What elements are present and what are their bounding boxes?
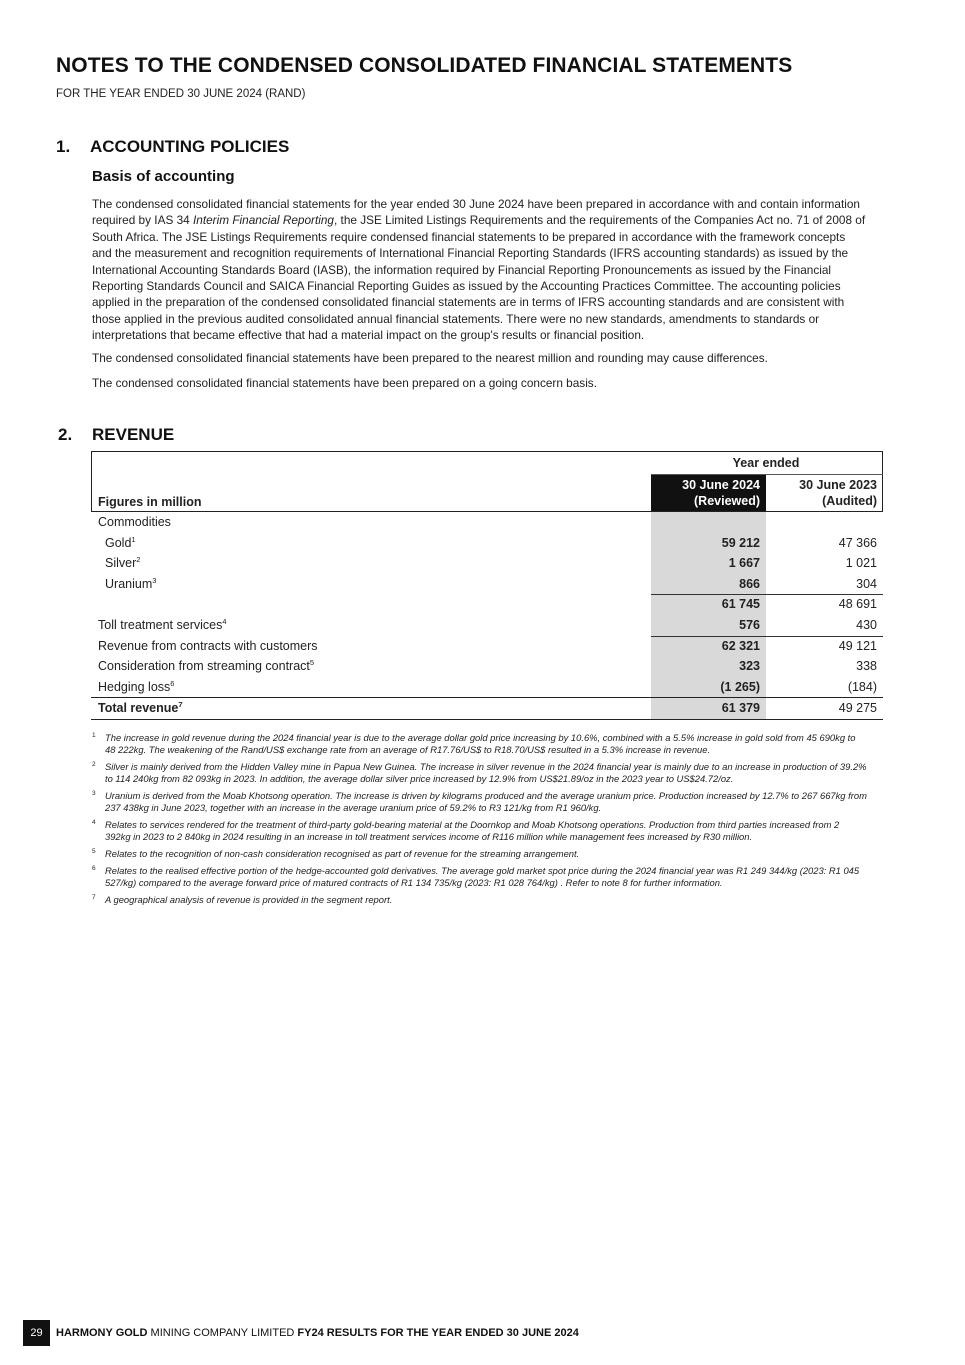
company-name-bold: HARMONY GOLD bbox=[56, 1327, 148, 1339]
footnote-number: 1 bbox=[92, 732, 96, 739]
footnote-6 bbox=[92, 865, 867, 888]
footnote-ref: 6 bbox=[170, 678, 175, 688]
section-heading-accounting-policies bbox=[56, 137, 289, 157]
row-label-text: Gold bbox=[105, 535, 132, 550]
footnote-4 bbox=[92, 819, 867, 842]
footnote-text: The increase in gold revenue during the 2024 financial year is due to the average dollar gold price increasing by 10.6%, combined with a 5.5% increase in gold sold from 45 690kg to 48 222kg. The weakening of the Rand/US$ exchange rate from an average of R17.76/US$ to R18.70/US$ resulted in a 5.3% increase in revenue. bbox=[105, 732, 856, 755]
page-title: NOTES TO THE CONDENSED CONSOLIDATED FINANCIAL STATEMENTS bbox=[56, 54, 793, 77]
value-2024: 1 667 bbox=[728, 556, 760, 571]
value-2023: 1 021 bbox=[845, 556, 877, 571]
footnote-text: Uranium is derived from the Moab Khotsong operation. The increase is driven by kilograms produced and the average uranium price. Production increased by 12.7% to 267 667kg from 237 438kg in June 2023, together with an increase in the average uranium price of 59.2% to R3 121/kg from R1 960/kg. bbox=[105, 790, 867, 813]
value-2024: (1 265) bbox=[720, 679, 760, 694]
footnote-2 bbox=[92, 761, 867, 784]
column-header-date: 30 June 2024 bbox=[682, 478, 760, 492]
row-label bbox=[98, 680, 174, 694]
footnote-7 bbox=[92, 894, 867, 906]
table-row-revenue-contracts bbox=[91, 636, 883, 657]
footnote-3 bbox=[92, 790, 867, 813]
footnote-number: 2 bbox=[92, 761, 96, 768]
revenue-table bbox=[91, 451, 883, 720]
table-row-toll-treatment bbox=[91, 615, 883, 636]
table-row-gold bbox=[91, 533, 883, 554]
row-label-text: Uranium bbox=[105, 576, 153, 591]
footnote-ref: 2 bbox=[136, 555, 141, 565]
footnote-5 bbox=[92, 848, 867, 860]
footer-text bbox=[56, 1327, 579, 1339]
footnote-text: Relates to the recognition of non-cash consideration recognised as part of revenue for the streaming arrangement. bbox=[105, 848, 580, 859]
table-row-uranium bbox=[91, 574, 883, 595]
footnote-number: 4 bbox=[92, 819, 96, 826]
value-2024: 61 745 bbox=[721, 597, 760, 612]
italic-standard-name: Interim Financial Reporting bbox=[193, 213, 334, 228]
column-header-status: (Audited) bbox=[822, 494, 877, 508]
section-number: 2. bbox=[58, 425, 73, 444]
row-label bbox=[105, 536, 136, 550]
value-2023: 47 366 bbox=[838, 535, 877, 550]
footnote-ref: 7 bbox=[178, 700, 183, 710]
footnote-text: Relates to services rendered for the treatment of third-party gold-bearing material at the Doornkop and Moab Khotsong operations. Production from third parties increased from 2 392kg in 2023 to 2 840kg in 2024 resulting in an increase in toll treatment services income of R116 million while management fees increased by R30 million. bbox=[105, 819, 840, 842]
value-2023: 430 bbox=[856, 617, 877, 632]
value-2023: 304 bbox=[856, 576, 877, 591]
figures-in-million-label: Figures in million bbox=[98, 495, 202, 509]
footnote-ref: 3 bbox=[152, 575, 157, 585]
column-header-2024 bbox=[651, 475, 766, 511]
table-header bbox=[91, 452, 883, 512]
footnote-ref: 1 bbox=[131, 534, 136, 544]
value-2024: 866 bbox=[739, 576, 760, 591]
section-title: REVENUE bbox=[92, 425, 175, 444]
year-ended-label: Year ended bbox=[732, 456, 800, 470]
footnote-number: 5 bbox=[92, 848, 96, 855]
footnote-ref: 5 bbox=[309, 658, 315, 668]
report-title: FY24 RESULTS FOR THE YEAR ENDED 30 JUNE 2024 bbox=[297, 1327, 579, 1339]
footnote-text: Silver is mainly derived from the Hidden Valley mine in Papua New Guinea. The increase in silver revenue in the 2024 financial year is mainly due to an increase in production of 39.2% to 114 240kg from 82 093kg in 2023. In addition, the average dollar silver price increased by 12.9% from US$21.89/oz in the 2023 year to US$24.72/oz. bbox=[105, 761, 867, 784]
table-row-streaming bbox=[91, 656, 883, 677]
subtotal-rule bbox=[651, 636, 883, 637]
row-label bbox=[105, 556, 140, 570]
paragraph-text: , the JSE Limited Listings Requirements and the requirements of the Companies Act no. 71 of 2008 of South Africa. The JSE Listings Requirements require condensed financial statements to be prepared in accordance with the framework concepts and the measurement and recognition requirements of International Financial Reporting Standards (IFRS accounting standards) as issued by the International Accounting Standards Board (IASB), the information required by Financial Reporting Pronouncements as issued by the Financial Reporting Standards Council and SAICA Financial Reporting Guides as issued by the Accounting Practices Committee. The accounting policies applied in the preparation of the condensed consolidated financial statements are in terms of IFRS accounting standards and are consistent with those applied in the previous audited consolidated annual financial statements. There were no new standards, amendments to standards or interpretations that became effective that had a material impact on the group's results or financial position. bbox=[92, 213, 866, 343]
column-header-2023 bbox=[766, 475, 883, 511]
row-label: Revenue from contracts with customers bbox=[98, 638, 318, 653]
value-2023: 48 691 bbox=[838, 597, 877, 612]
column-header-status: (Reviewed) bbox=[694, 494, 760, 508]
page-footer bbox=[23, 1320, 723, 1346]
row-label-text: Silver bbox=[105, 556, 137, 571]
value-2024: 62 321 bbox=[721, 638, 760, 653]
section-number: 1. bbox=[56, 137, 71, 156]
footnote-text: A geographical analysis of revenue is provided in the segment report. bbox=[105, 894, 393, 905]
value-2023: 49 275 bbox=[838, 701, 877, 716]
table-body bbox=[91, 512, 883, 720]
section-heading-revenue bbox=[58, 425, 174, 445]
table-row-silver bbox=[91, 553, 883, 574]
page-subtitle: FOR THE YEAR ENDED 30 JUNE 2024 (RAND) bbox=[56, 88, 306, 100]
paragraph-going-concern: The condensed consolidated financial statements have been prepared on a going concern basis. bbox=[92, 376, 597, 390]
paragraph-text: The condensed consolidated financial statements for the year ended 30 June 2024 have been prepared in accordance with and contain information required by IAS 34 bbox=[92, 197, 860, 228]
row-label-text: Toll treatment services bbox=[98, 617, 223, 632]
row-label-text: Total revenue bbox=[98, 701, 179, 716]
table-row-hedging-loss bbox=[91, 677, 883, 698]
row-label bbox=[98, 618, 227, 632]
company-name-rest: MINING COMPANY LIMITED bbox=[147, 1327, 298, 1339]
footnote-1 bbox=[92, 732, 867, 755]
row-label-text: Hedging loss bbox=[98, 679, 171, 694]
paragraph-basis-of-accounting bbox=[92, 196, 868, 344]
footnote-text: Relates to the realised effective portion of the hedge-accounted gold derivatives. The average gold market spot price during the 2024 financial year was R1 249 344/kg (2023: R1 045 527/kg) compared to the average forward price of matured contracts of R1 134 735/kg (2023: R1 028 764/kg) . Refer to note 8 for further information. bbox=[105, 865, 860, 888]
value-2024: 576 bbox=[739, 617, 760, 632]
table-row-commodities-subtotal bbox=[91, 594, 883, 615]
value-2023: 49 121 bbox=[838, 638, 877, 653]
value-2023: (184) bbox=[847, 679, 877, 694]
page-number: 29 bbox=[23, 1320, 50, 1346]
row-label bbox=[105, 577, 156, 591]
row-label: Commodities bbox=[98, 515, 171, 529]
column-header-date: 30 June 2023 bbox=[799, 478, 877, 492]
subheading-basis-of-accounting: Basis of accounting bbox=[92, 168, 235, 185]
row-label-text: Consideration from streaming contract bbox=[98, 659, 310, 674]
table-row-total-revenue bbox=[91, 697, 883, 720]
footnote-number: 3 bbox=[92, 790, 96, 797]
section-title: ACCOUNTING POLICIES bbox=[90, 137, 290, 156]
footnote-number: 6 bbox=[92, 865, 96, 872]
paragraph-rounding: The condensed consolidated financial statements have been prepared to the nearest million and rounding may cause differences. bbox=[92, 351, 768, 365]
footnote-number: 7 bbox=[92, 894, 96, 901]
table-row-commodities bbox=[91, 512, 883, 533]
row-label bbox=[98, 659, 314, 673]
subtotal-rule bbox=[651, 594, 883, 595]
table-border bbox=[91, 452, 92, 511]
row-label bbox=[98, 701, 183, 715]
value-2024: 323 bbox=[739, 659, 760, 674]
value-2024: 59 212 bbox=[721, 535, 760, 550]
value-2023: 338 bbox=[856, 659, 877, 674]
value-2024: 61 379 bbox=[721, 701, 760, 716]
footnote-ref: 4 bbox=[222, 616, 227, 626]
